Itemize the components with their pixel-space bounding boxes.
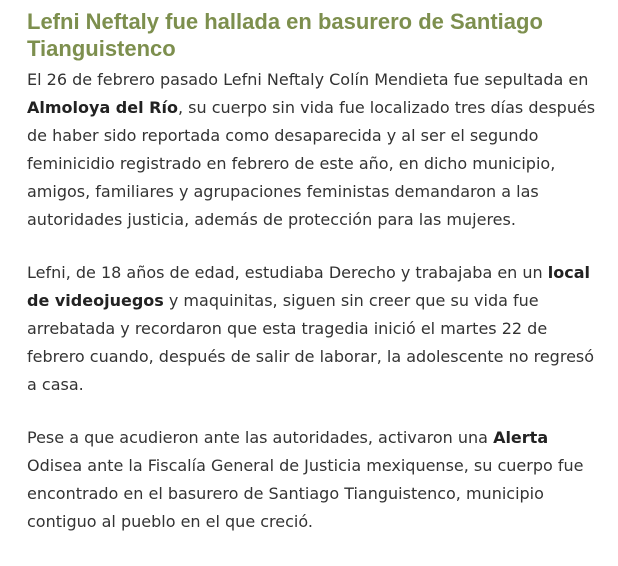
paragraph-text: El 26 de febrero pasado Lefni Neftaly Colín Mendieta fue sepultada en	[27, 70, 589, 89]
article-paragraph-2	[27, 259, 607, 399]
bold-keyword-alerta: Alerta	[493, 428, 549, 447]
bold-keyword-almoloya: Almoloya del Río	[27, 98, 178, 117]
bold-keyword-local-videojuegos: local de videojuegos	[27, 263, 591, 310]
article-paragraph-1	[27, 66, 607, 234]
article-paragraph-3	[27, 424, 607, 536]
paragraph-text: Odisea ante la Fiscalía General de Justicia mexiquense, su cuerpo fue encontrado en el basurero de Santiago Tianguistenco, municipio contiguo al pueblo en el que creció.	[27, 456, 584, 531]
paragraph-text: Pese a que acudieron ante las autoridades, activaron una	[27, 428, 494, 447]
article	[27, 0, 607, 536]
paragraph-text: Lefni, de 18 años de edad, estudiaba Derecho y trabajaba en un	[27, 263, 548, 282]
paragraph-text: , su cuerpo sin vida fue localizado tres días después de haber sido reportada como desaparecida y al ser el segundo feminicidio registrado en febrero de este año, en dicho municipio, amigos, familiares y agrupaciones feministas demandaron a las autoridades justicia, además de protección para las mujeres.	[27, 98, 596, 229]
paragraph-text: y maquinitas, siguen sin creer que su vida fue arrebatada y recordaron que esta tragedia inició el martes 22 de febrero cuando, después de salir de laborar, la adolescente no regresó a casa.	[27, 291, 595, 394]
article-headline: Lefni Neftaly fue hallada en basurero de Santiago Tianguistenco	[27, 9, 543, 61]
